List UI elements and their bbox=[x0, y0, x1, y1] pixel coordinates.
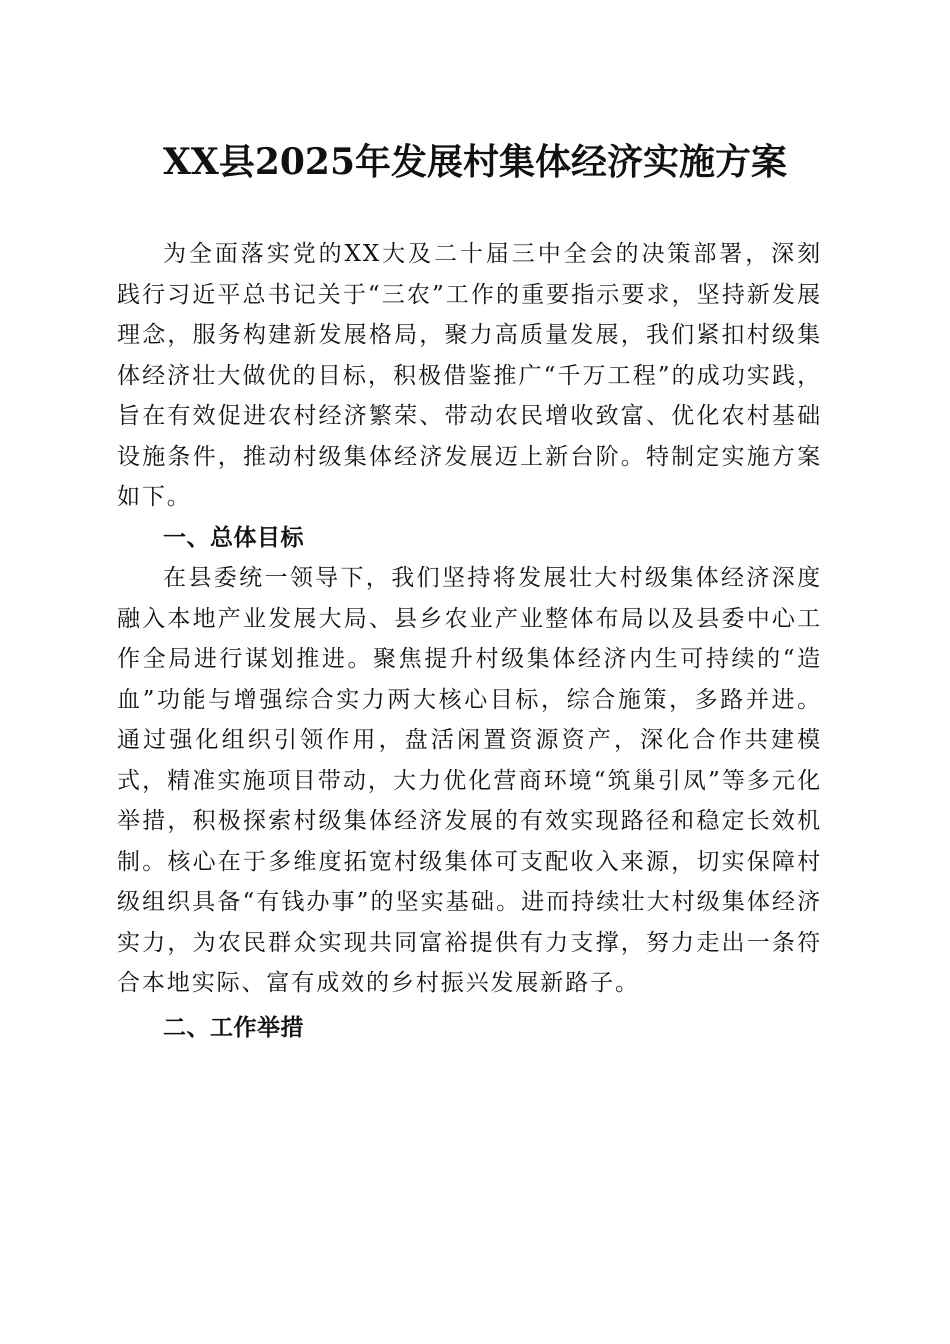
section-paragraph-overall-goal: 在县委统一领导下，我们坚持将发展壮大村级集体经济深度融入本地产业发展大局、县乡农业产业整体布局以及县委中心工作全局进行谋划推进。聚焦提升村级集体经济内生可持续的“造血”功能与增强综合实力两大核心目标，综合施策，多路并进。通过强化组织引领作用，盘活闲置资源资产，深化合作共建模式，精准实施项目带动，大力优化营商环境“筑巢引凤”等多元化举措，积极探索村级集体经济发展的有效实现路径和稳定长效机制。核心在于多维度拓宽村级集体可支配收入来源，切实保障村级组织具备“有钱办事”的坚实基础。进而持续壮大村级集体经济实力，为农民群众实现共同富裕提供有力支撑，努力走出一条符合本地实际、富有成效的乡村振兴发展新路子。 bbox=[117, 565, 822, 996]
intro-paragraph: 为全面落实党的XX大及二十届三中全会的决策部署，深刻践行习近平总书记关于“三农”工作的重要指示要求，坚持新发展理念，服务构建新发展格局，聚力高质量发展，我们紧扣村级集体经济壮大做优的目标，积极借鉴推广“千万工程”的成功实践，旨在有效促进农村经济繁荣、带动农民增收致富、优化农村基础设施条件，推动村级集体经济发展迈上新台阶。特制定实施方案如下。 bbox=[117, 241, 822, 510]
document-body bbox=[117, 234, 822, 1048]
document-title: XX县2025年发展村集体经济实施方案 bbox=[162, 141, 788, 183]
section-heading-work-measures: 二、工作举措 bbox=[163, 1014, 304, 1041]
section-heading-overall-goal: 一、总体目标 bbox=[163, 524, 304, 551]
